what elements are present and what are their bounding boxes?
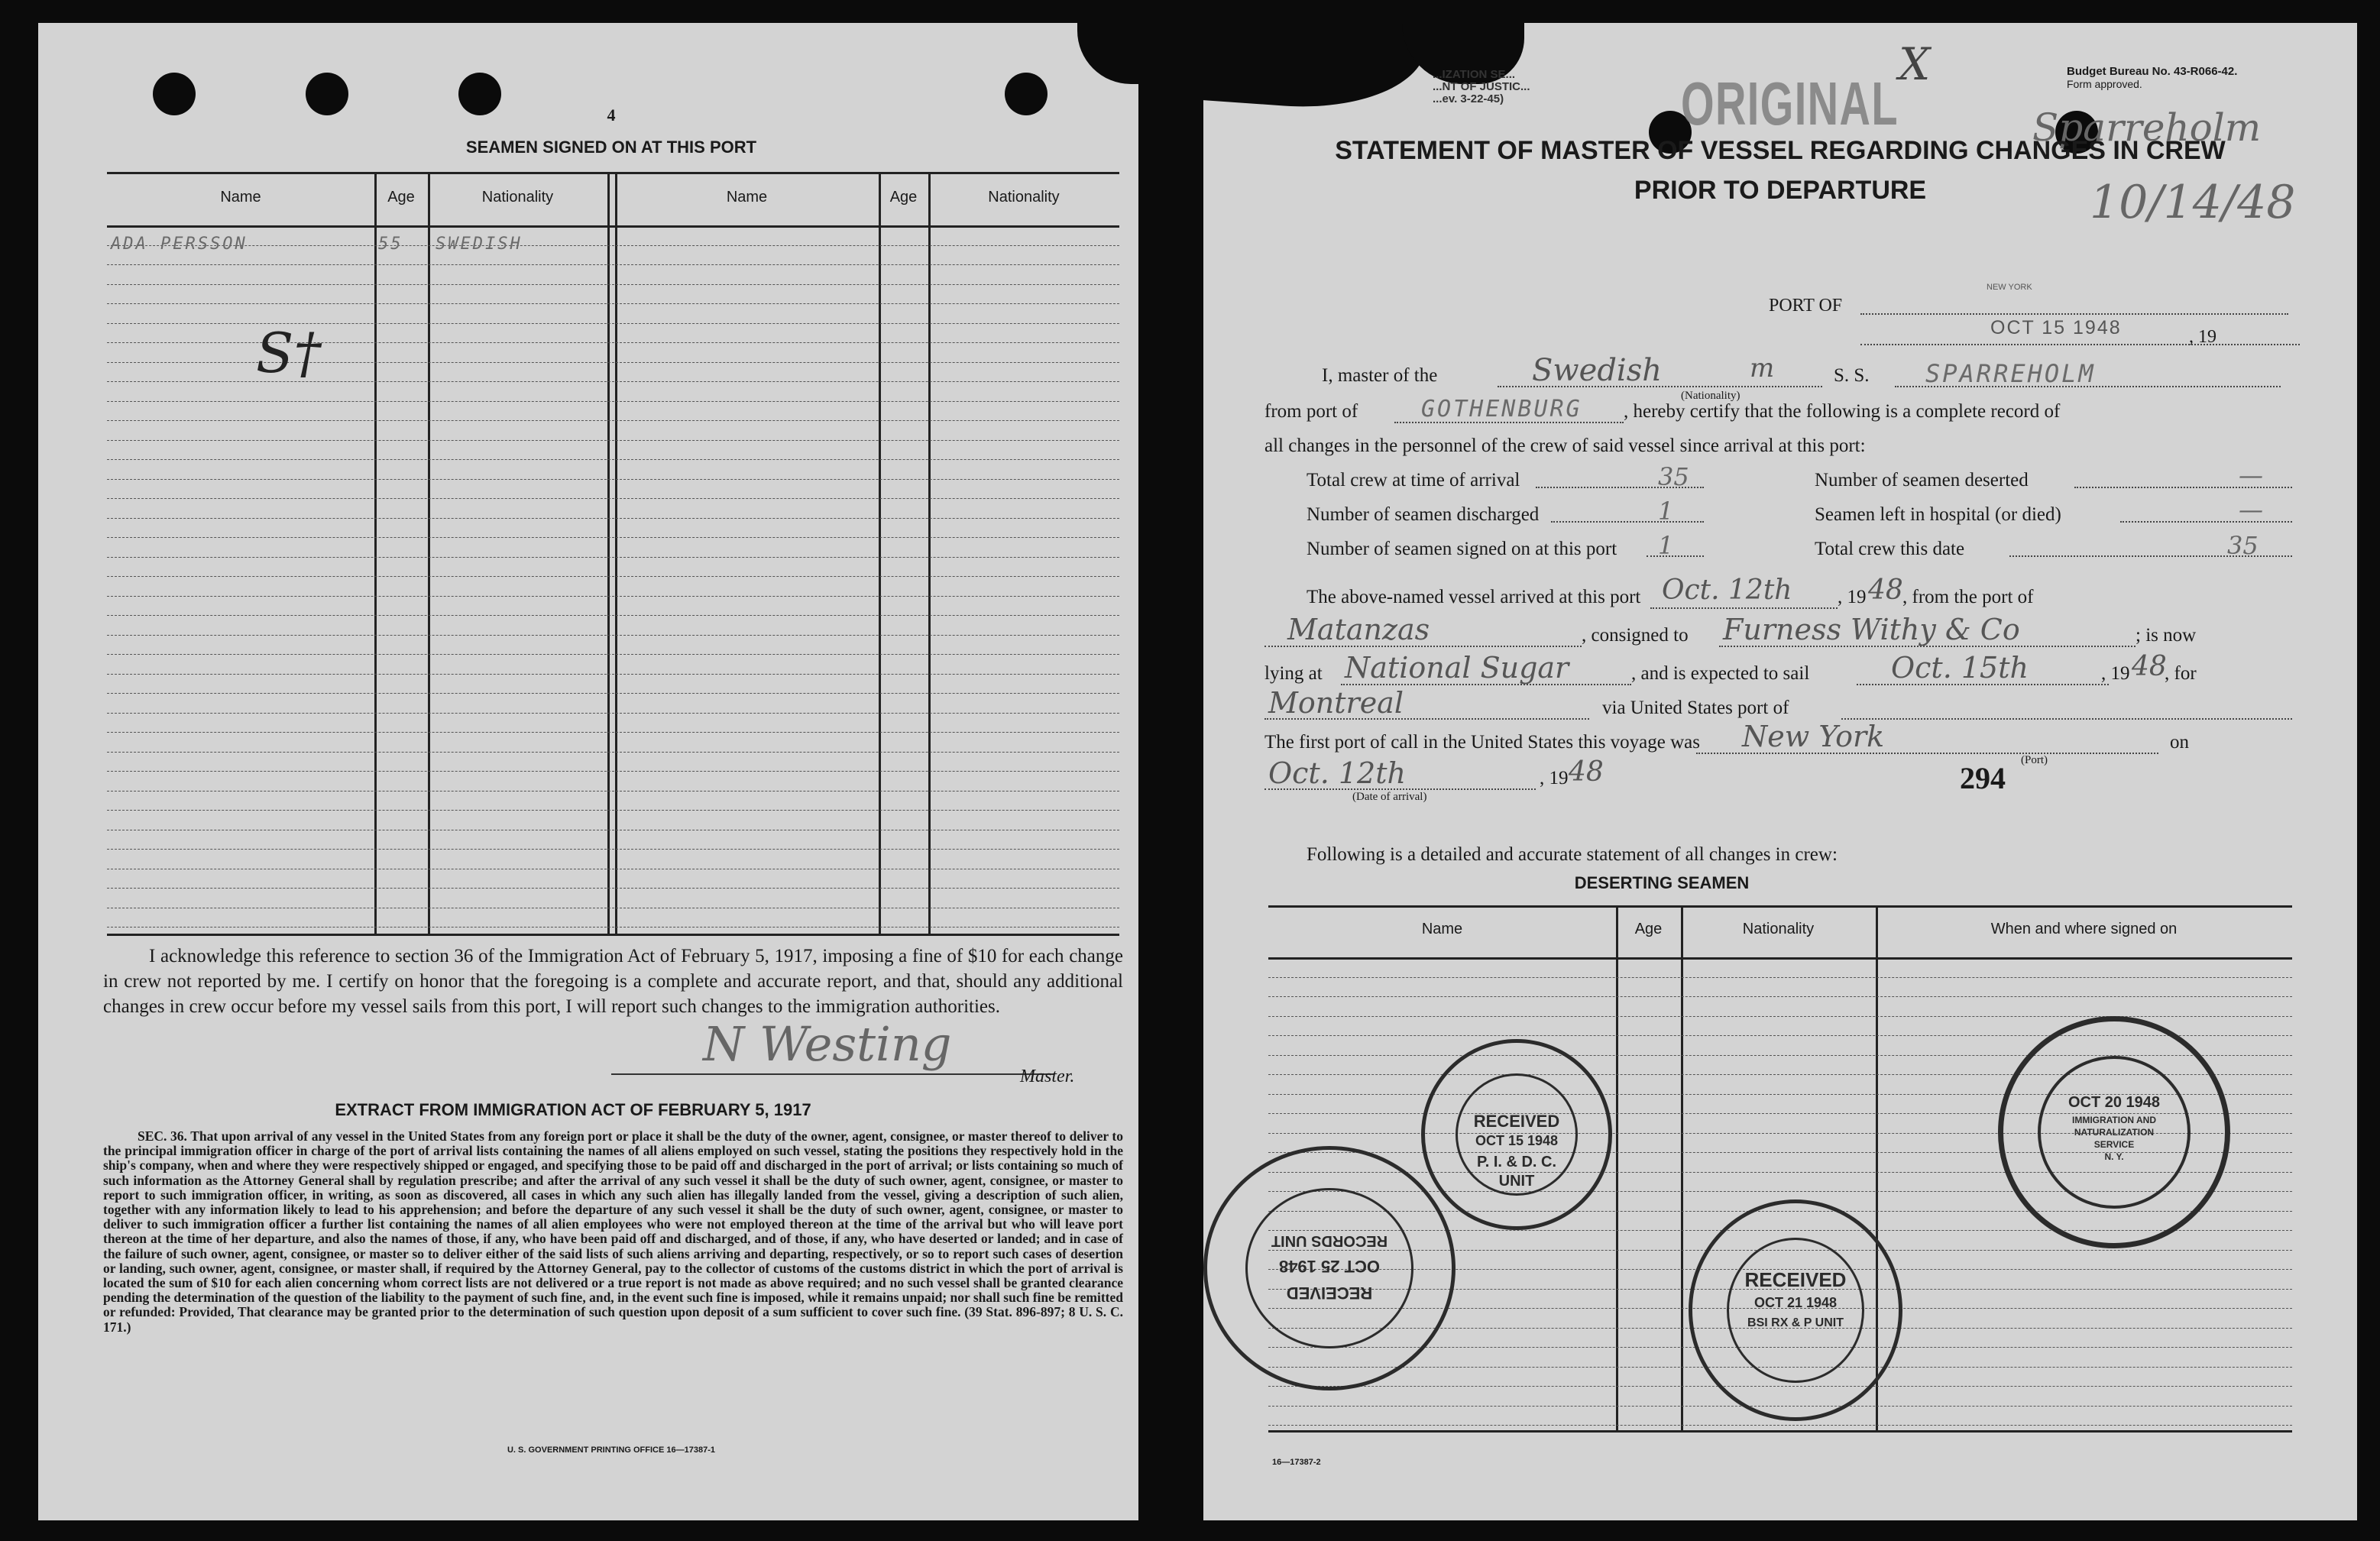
- table-row: [107, 713, 1119, 714]
- punch-hole: [153, 73, 196, 115]
- torn-edge: [1203, 23, 1428, 115]
- arrived-label: The above-named vessel arrived at this port: [1307, 587, 1641, 607]
- following-text: Following is a detailed and accurate statement of all changes in crew:: [1307, 844, 1838, 865]
- table-row: [107, 264, 1119, 265]
- bsi-received-stamp: RECEIVED OCT 21 1948 BSI RX & P UNIT: [1689, 1199, 1902, 1421]
- form-approved: Form approved.: [2067, 78, 2142, 90]
- nationality-caption: (Nationality): [1681, 390, 1740, 402]
- date-handwritten: 10/14/48: [2090, 176, 2296, 229]
- page-number: 4: [607, 105, 616, 125]
- form-header: ...IZATION SE... ...NT OF JUSTIC... ...ev. 3-22-45): [1433, 68, 1530, 105]
- printer-line-right: 16—17387-2: [1272, 1458, 1321, 1467]
- check-mark: X: [1899, 38, 1931, 90]
- table-row: [107, 654, 1119, 655]
- stat-signed-on: Number of seamen signed on at this port 1: [1307, 539, 1704, 573]
- from-port-place: Matanzas: [1287, 613, 1430, 646]
- table-row: [107, 284, 1119, 285]
- table-row: [107, 849, 1119, 850]
- ss-label: S. S.: [1834, 365, 1870, 386]
- col-nationality: Nationality: [481, 189, 554, 206]
- table-row: [107, 771, 1119, 772]
- table-row: [107, 615, 1119, 616]
- punch-hole: [1005, 73, 1048, 115]
- form-title: STATEMENT OF MASTER OF VESSEL REGARDING CHANGES IN CREW: [1335, 136, 2226, 165]
- col-name-2: Name: [726, 189, 768, 206]
- arrived-year: 48: [1868, 575, 1903, 606]
- sail-date: Oct. 15th: [1891, 651, 2029, 685]
- table-row-name: ADA PERSSON: [111, 235, 248, 254]
- stat-discharged: Number of seamen discharged 1: [1307, 504, 1704, 539]
- form-subtitle: PRIOR TO DEPARTURE: [1634, 176, 1927, 205]
- table-row: [107, 635, 1119, 636]
- date-stamp: OCT 15 1948: [1990, 317, 2122, 338]
- table-row: [107, 810, 1119, 811]
- records-unit-stamp: RECEIVED OCT 25 1948 RECORDS UNIT: [1203, 1146, 1456, 1390]
- master-signature: N Westing: [703, 1016, 952, 1072]
- number-294: 294: [1960, 761, 2006, 795]
- original-stamp: ORIGINAL: [1681, 70, 1899, 138]
- vessel-type-mark: m: [1750, 353, 1775, 384]
- table-row: [107, 401, 1119, 402]
- ship-handwritten: Sparreholm: [2032, 105, 2262, 150]
- port-stamp: NEW YORK: [1987, 283, 2032, 292]
- table-row: [107, 927, 1119, 928]
- table-row: [107, 440, 1119, 441]
- extract-title: EXTRACT FROM IMMIGRATION ACT OF FEBRUARY 5, 1917: [335, 1100, 811, 1119]
- stat-hospital: Seamen left in hospital (or died) —: [1815, 504, 2292, 539]
- table-row: [107, 479, 1119, 480]
- table-row: [107, 518, 1119, 519]
- master-label: Master.: [1020, 1067, 1075, 1086]
- table-row-nationality: SWEDISH: [436, 235, 523, 254]
- certify-text-2: all changes in the personnel of the crew of said vessel since arrival at this port:: [1264, 435, 1866, 456]
- first-year: 48: [1569, 756, 1604, 788]
- stat-deserted: Number of seamen deserted —: [1815, 470, 2292, 504]
- table-row: [107, 732, 1119, 733]
- table-row: [107, 557, 1119, 558]
- col-nationality-2: Nationality: [988, 189, 1060, 206]
- col-age-2: Age: [889, 189, 918, 206]
- first-port-date: Oct. 12th: [1268, 756, 1406, 790]
- stat-total-crew-arrival: Total crew at time of arrival 35: [1307, 470, 1704, 504]
- table-row: [107, 537, 1119, 538]
- table-row: [107, 888, 1119, 889]
- margin-mark: S†: [256, 321, 322, 385]
- table-row: [1268, 996, 2292, 997]
- col-age: Age: [387, 189, 415, 206]
- table-row: [107, 420, 1119, 421]
- arrived-date: Oct. 12th: [1662, 575, 1792, 606]
- extract-text: SEC. 36. That upon arrival of any vessel in the United States from any foreign port or place it shall be the duty of the owner, agent, consignee, or master thereof to deliver to the principal immigration officer in charge of the port of arrival lists containing the names of all aliens employed on such vessel, stating the positions they respectively hold in the ship's company, when and where they were respectively shipped or engaged, and specifying those to be paid off and discharged in the port of arrival; or lists containing so much of such information as the Attorney General shall by regulation prescribe; and after the arrival of any such vessel it shall be the duty of such owner, agent, consignee, or master to report to such immigration officer, in writing, as soon as discovered, all cases in which any such alien has illegally landed from the vessel, giving a description of such alien, together with any information likely to lead to his apprehension; and before the departure of any such vessel it shall be the duty of such owner, agent, consignee, or master to deliver to such immigration officer a further list containing the names of all alien employees who were not employed thereon at the time of the arrival but who will leave port thereon at the time of her departure, and also the names of those, if any, who have been paid off and discharged, and of those, if any, who have deserted or landed; and in case of the failure of such owner, agent, consignee, or master so to deliver either of the said lists of such aliens arriving and departing, respectively, or so to report such cases of desertion or landing, such owner, agent, consignee, or master shall, if required by the Attorney General, pay to the collector of customs of the customs district in which the port of arrival is located the sum of $10 for each alien concerning whom correct lists are not delivered or a true report is not made as above required; and no such vessel shall be granted clearance pending the determination of the question of the liability to the payment of such fine, and, in the event such fine is imposed, while it remains unpaid; nor shall such fine be remitted or refunded: Provided, That clearance may be granted prior to the determination of such question upon deposit of a sum sufficient to cover such fine. (39 Stat. 896-897; 8 U. S. C. 171.): [103, 1128, 1123, 1335]
- deserting-seamen-table: Name Age Nationality When and where signed on: [1268, 905, 2292, 1433]
- table-row-age: 55: [378, 235, 403, 254]
- deserting-title: DESERTING SEAMEN: [1574, 873, 1750, 892]
- stats-right: [1815, 461, 2292, 573]
- punch-hole: [458, 73, 501, 115]
- consignee: Furness Withy & Co: [1723, 613, 2020, 646]
- lying-value: National Sugar: [1345, 651, 1569, 685]
- table-row: [107, 459, 1119, 460]
- first-port-value: New York: [1742, 720, 1885, 753]
- table-row: [107, 791, 1119, 792]
- from-port-label: from port of: [1264, 401, 1358, 422]
- port-of-label: PORT OF: [1769, 296, 1843, 316]
- table-row: [107, 596, 1119, 597]
- col-name: Name: [220, 189, 261, 206]
- table-row: [107, 498, 1119, 499]
- table-row: [107, 693, 1119, 694]
- right-page: ...IZATION SE... ...NT OF JUSTIC... ...ev. 3-22-45) ORIGINAL X Sparreholm Budget Bureau No. 43-R066-42. Form approved. STATEMENT OF MASTER OF VESSEL REGARDING CHANGES IN CREW PRIOR TO DEPARTURE 10/14/48 PORT OF NEW YORK OCT 15 1948 , 19 I, master of the Swedish (Nationality) m S. S. SPARREHOLM from port of GOTHENBURG , hereby certify that the following is a complete record of all changes in the personnel of the crew of said vessel since arrival at this port: Total crew at time of arrival 35 Number of seamen discharged 1 Number of seamen signed on at this port 1 Number of seamen deserted — Seamen left in hospital (or died) — Total crew this date 35 The above-named vessel arrived at this port Oct. 12th , 19 48 , from the port of Matanzas , consigned to Furness Withy & Co ; is now lying at National Sugar , and is expected to sail Oct. 15th , 19 48 , for Montreal via United States port of The first port of call in the United States this voyage was New York on (Port) Oct. 12th , 19 48 (Date of arrival) 294 Following is a detailed and accurate statement of all changes in crew: DESERTING SEAMEN Name Age Nationality When and where signed on 16—17387-2 RECEIVED OCT 15 1948 P. I. & D. C. UNIT RECEIVED OCT 25 1948 RECORDS UNIT RECEIVED OCT 21 1948 BSI RX & P UNIT OCT 20 1948 IMMIGRATION AND NATURALIZATION SERVICE N. Y.: [1203, 23, 2357, 1520]
- table-row: [1268, 1425, 2292, 1426]
- table-row: [107, 245, 1119, 246]
- vessel-name: SPARREHOLM: [1925, 359, 2096, 388]
- punch-hole: [306, 73, 348, 115]
- destination: Montreal: [1268, 686, 1404, 720]
- table-row: [107, 303, 1119, 304]
- left-page: [38, 23, 1138, 1520]
- table-row: [107, 752, 1119, 753]
- received-stamp: RECEIVED OCT 15 1948 P. I. & D. C. UNIT: [1421, 1039, 1612, 1230]
- table-row: [1268, 1016, 2292, 1017]
- section-title: SEAMEN SIGNED ON AT THIS PORT: [465, 138, 757, 157]
- naturalization-stamp: OCT 20 1948 IMMIGRATION AND NATURALIZATION SERVICE N. Y.: [1998, 1016, 2230, 1248]
- table-row: [1268, 977, 2292, 978]
- year-prefix: , 19: [2189, 327, 2216, 347]
- nationality-value: Swedish: [1532, 353, 1662, 388]
- budget-number: Budget Bureau No. 43-R066-42.: [2067, 65, 2238, 78]
- acknowledgement-text: I acknowledge this reference to section 36 of the Immigration Act of February 5, 1917, imposing a fine of $10 for each change in crew not reported by me. I certify on honor that the foregoing is a complete and accurate report, and that, should any additional changes in crew occur before my vessel sails from this port, I will report such changes to the immigration authorities.: [103, 946, 1123, 1017]
- certify-text: , hereby certify that the following is a complete record of: [1624, 401, 2061, 422]
- table-row: [107, 674, 1119, 675]
- stats-left: [1307, 462, 1704, 573]
- sail-year: 48: [2132, 651, 2167, 682]
- master-of-label: I, master of the: [1322, 365, 1438, 386]
- stat-total-crew-date: Total crew this date 35: [1815, 539, 2292, 573]
- torn-corner: [1077, 23, 1138, 84]
- table-row: [107, 576, 1119, 577]
- from-port-value: GOTHENBURG: [1421, 396, 1582, 422]
- printer-line: U. S. GOVERNMENT PRINTING OFFICE 16—17387-1: [507, 1445, 715, 1455]
- seamen-signed-table: [107, 172, 1119, 936]
- signature-line: [611, 1073, 1054, 1075]
